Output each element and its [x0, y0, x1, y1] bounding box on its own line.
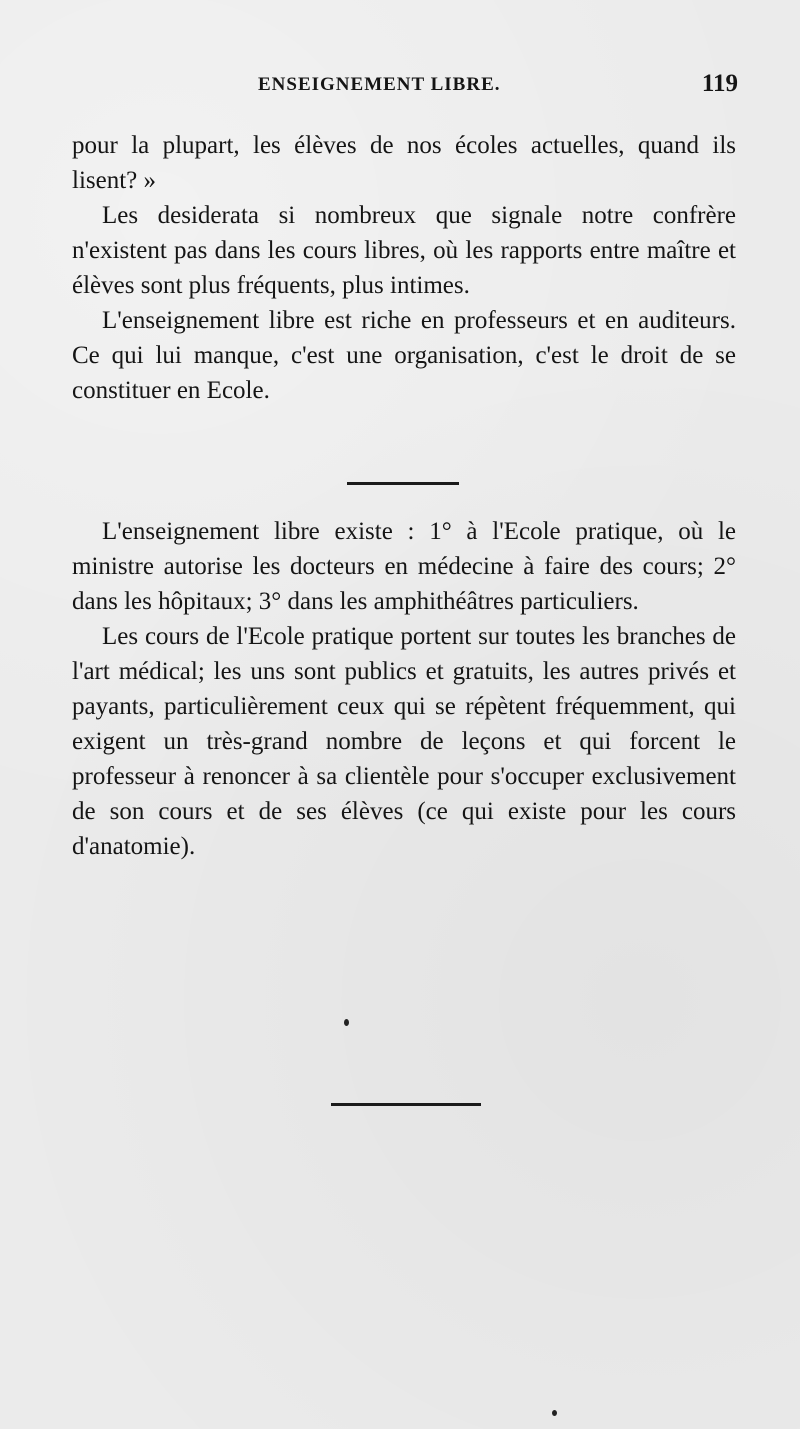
paragraph-desiderata: Les desiderata si nombreux que signale notre confrère n'existent pas dans les cours libres, où les rapports entre maître et élèves sont plus fréquents, plus intimes.	[72, 202, 736, 299]
paragraph-organisation: L'enseignement libre est riche en professeurs et en auditeurs. Ce qui lui manque, c'est une organisation, c'est le droit de se constituer en Ecole.	[72, 307, 736, 404]
print-speck	[552, 1410, 557, 1416]
end-rule	[331, 1103, 481, 1106]
running-title: ENSEIGNEMENT LIBRE.	[258, 74, 501, 95]
paragraph-existing-teaching: L'enseignement libre existe : 1° à l'Ecole pratique, où le ministre autorise les docteurs en médecine à faire des cours; 2° dans les hôpitaux; 3° dans les amphithéâtres particuliers.	[72, 518, 736, 615]
text-section-1	[72, 128, 736, 408]
section-divider-rule	[347, 482, 459, 485]
text-section-2	[72, 514, 736, 864]
paragraph-ecole-pratique-courses: Les cours de l'Ecole pratique portent sur toutes les branches de l'art médical; les uns sont publics et gratuits, les autres privés et payants, particulièrement ceux qui se répètent fréquemment, qui exigent un très-grand nombre de leçons et qui forcent le professeur à renoncer à sa clientèle pour s'occuper exclusivement de son cours et de ses élèves (ce qui existe pour les cours d'anatomie).	[72, 623, 736, 860]
page-header	[70, 70, 738, 106]
paragraph-continuation: pour la plupart, les élèves de nos écoles actuelles, quand ils lisent? »	[72, 132, 736, 194]
print-speck	[344, 1019, 349, 1026]
page-number: 119	[701, 70, 738, 97]
